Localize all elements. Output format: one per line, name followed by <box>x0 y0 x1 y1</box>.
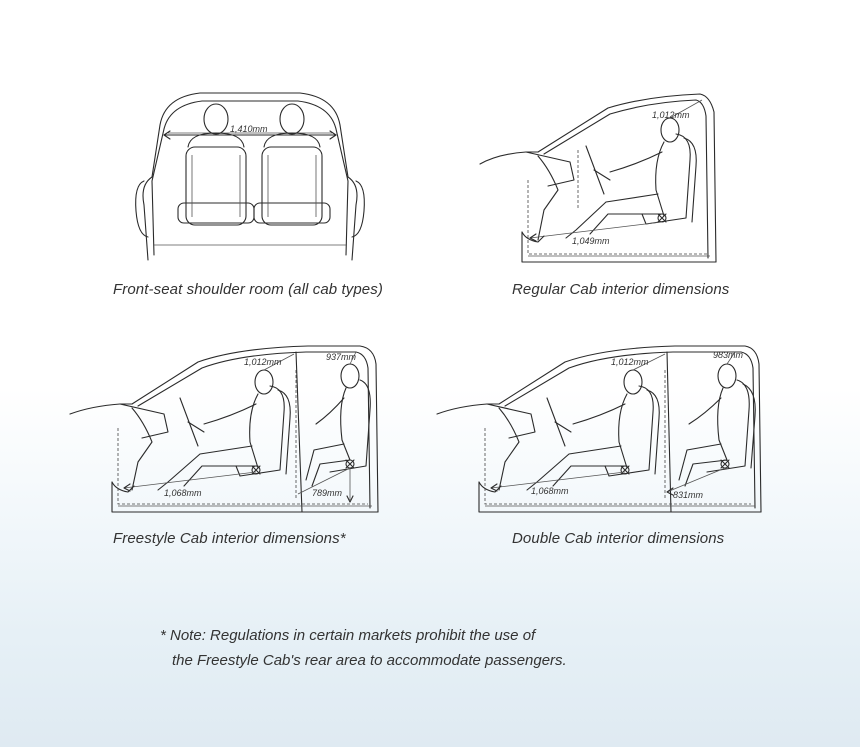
footnote-line-1: * Note: Regulations in certain markets prohibit the use of <box>160 627 536 644</box>
dim-double-head-rear: 983mm <box>713 350 744 360</box>
caption-shoulder-room: Front-seat shoulder room (all cab types) <box>113 281 383 298</box>
shoulder-room-drawing <box>130 85 370 270</box>
dim-double-head-front: 1,012mm <box>611 357 649 367</box>
dim-double-leg-rear: 831mm <box>673 490 704 500</box>
dim-regular-head: 1,012mm <box>652 110 690 120</box>
caption-freestyle-cab: Freestyle Cab interior dimensions* <box>113 530 346 547</box>
dim-double-leg-front: 1,068mm <box>531 486 569 496</box>
caption-double-cab: Double Cab interior dimensions <box>512 530 725 547</box>
double-cab-drawing <box>435 340 765 520</box>
regular-cab-diagram <box>478 90 728 270</box>
dim-regular-leg: 1,049mm <box>572 236 610 246</box>
dim-shoulder-width: 1,410mm <box>230 124 268 134</box>
regular-cab-drawing <box>478 90 728 270</box>
shoulder-room-diagram <box>130 85 370 270</box>
double-cab-diagram <box>435 340 765 520</box>
dim-freestyle-head-rear: 937mm <box>326 352 357 362</box>
dim-freestyle-leg-front: 1,068mm <box>164 488 202 498</box>
dim-freestyle-leg-rear: 789mm <box>312 488 343 498</box>
footnote-line-2: the Freestyle Cab's rear area to accommodate passengers. <box>172 652 567 669</box>
freestyle-cab-diagram <box>68 340 388 520</box>
caption-regular-cab: Regular Cab interior dimensions <box>512 281 730 298</box>
footnote <box>160 623 567 673</box>
freestyle-cab-drawing <box>68 340 388 520</box>
dim-freestyle-head-front: 1,012mm <box>244 357 282 367</box>
